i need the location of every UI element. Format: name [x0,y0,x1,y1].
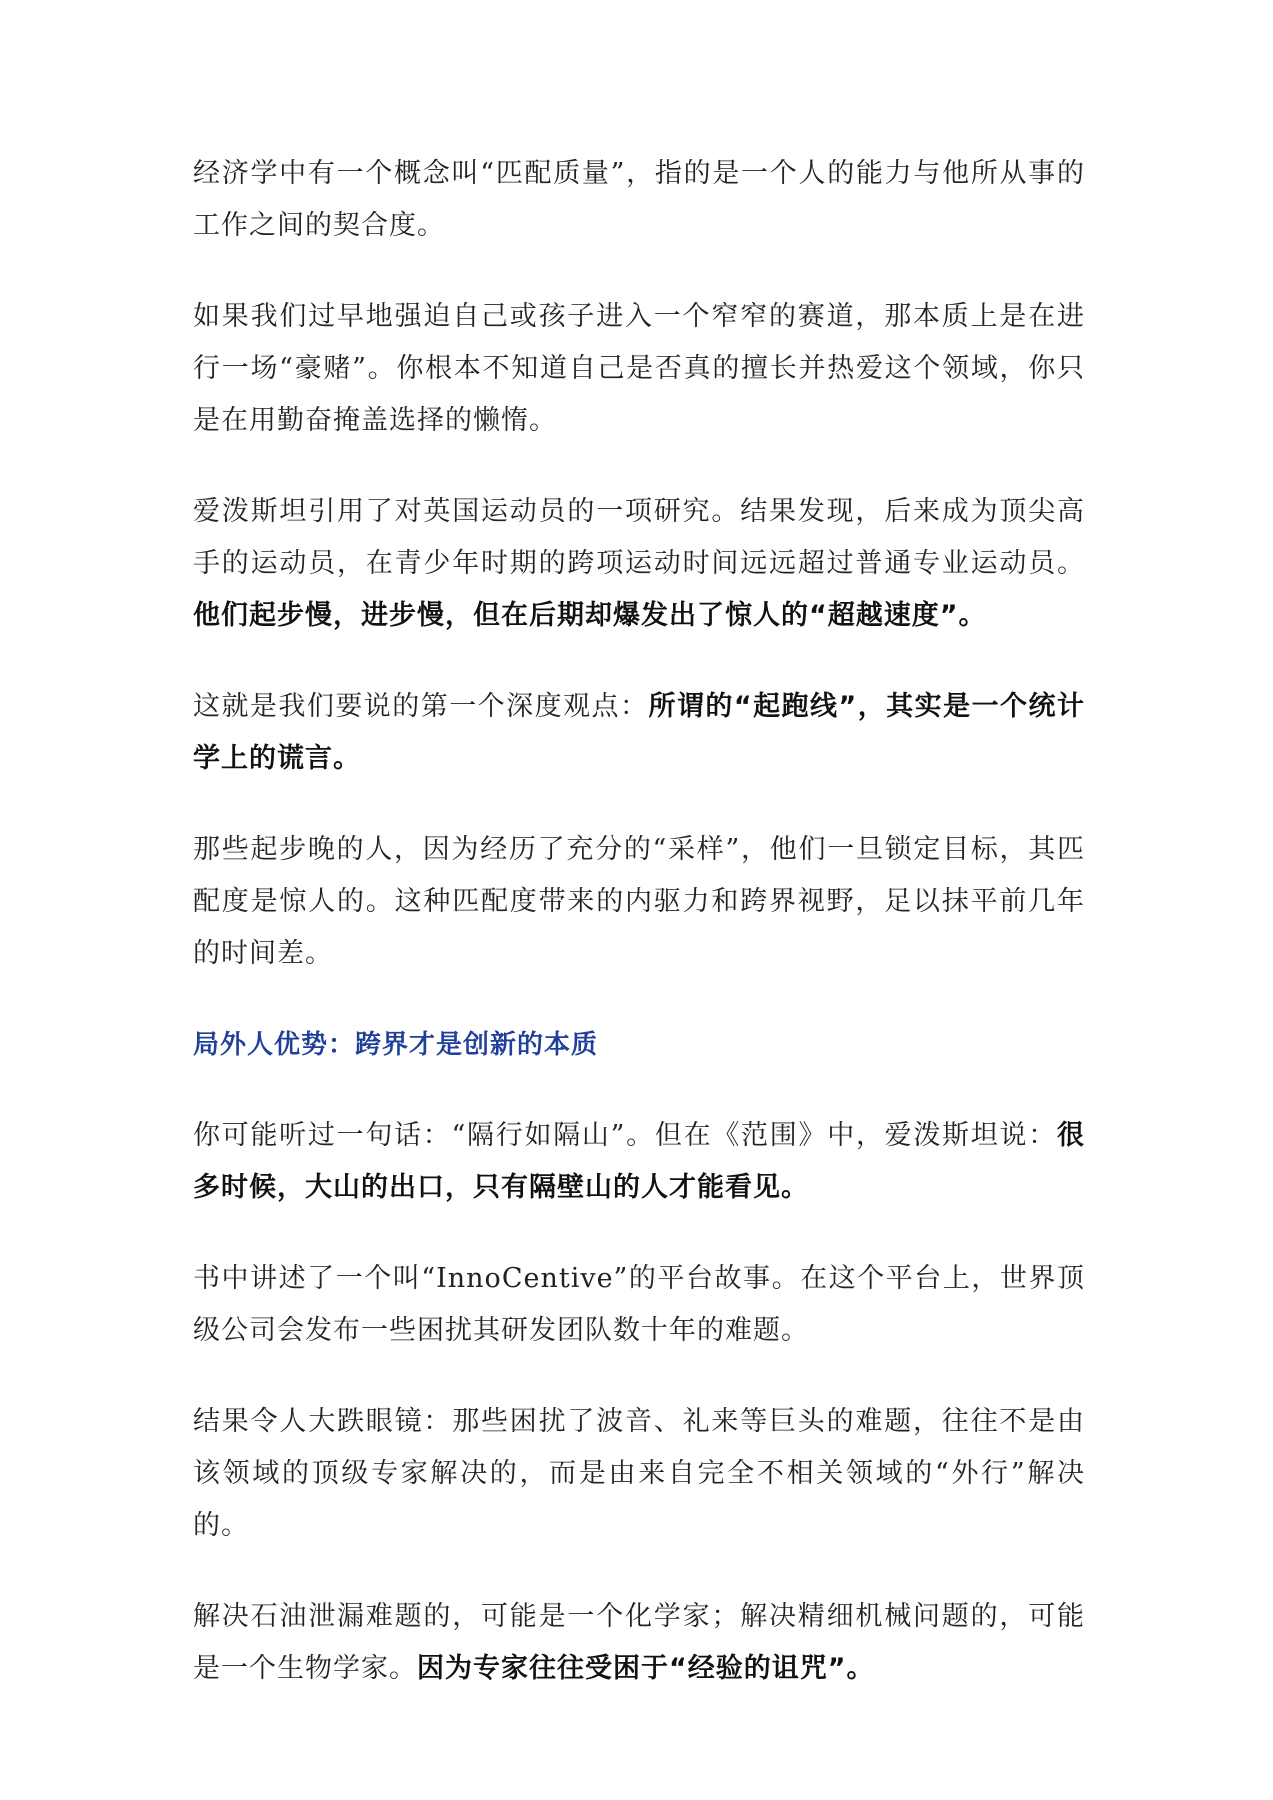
paragraph-first-viewpoint [193,681,1085,785]
paragraph-text: 如果我们过早地强迫自己或孩子进入一个窄窄的赛道，那本质上是在进行一场“豪赌”。你根本不知道自己是否真的擅长并热爱这个领域，你只是在用勤奋掩盖选择的懒惰。 [193,301,1085,436]
paragraph-emphasis: 他们起步慢，进步慢，但在后期却爆发出了惊人的“超越速度”。 [193,600,987,631]
paragraph-text: 这就是我们要说的第一个深度观点： [193,691,649,722]
paragraph-emphasis: 很多时候，大山的出口，只有隔壁山的人才能看见。 [193,1120,1085,1203]
article-body [193,148,1085,1734]
paragraph-curse-of-experience [193,1591,1085,1695]
paragraph-text: 结果令人大跌眼镜：那些困扰了波音、礼来等巨头的难题，往往不是由该领域的顶级专家解决的，而是由来自完全不相关领域的“外行”解决的。 [193,1406,1085,1541]
section-heading: 局外人优势：跨界才是创新的本质 [193,1030,599,1060]
paragraph-matching-quality [193,148,1085,252]
paragraph-athletes-study [193,486,1085,642]
paragraph-mountain-exit [193,1110,1085,1214]
paragraph-text: 你可能听过一句话：“隔行如隔山”。但在《范围》中，爱泼斯坦说： [193,1120,1057,1151]
paragraph-emphasis: 所谓的“起跑线”，其实是一个统计学上的谎言。 [193,691,1085,774]
paragraph-text: 书中讲述了一个叫“InnoCentive”的平台故事。在这个平台上，世界顶级公司会发布一些困扰其研发团队数十年的难题。 [193,1263,1085,1346]
paragraph-gamble [193,291,1085,447]
paragraph-text: 经济学中有一个概念叫“匹配质量”，指的是一个人的能力与他所从事的工作之间的契合度。 [193,158,1085,241]
paragraph-text: 爱泼斯坦引用了对英国运动员的一项研究。结果发现，后来成为顶尖高手的运动员，在青少年时期的跨项运动时间远远超过普通专业运动员。 [193,496,1085,579]
paragraph-text: 那些起步晚的人，因为经历了充分的“采样”，他们一旦锁定目标，其匹配度是惊人的。这种匹配度带来的内驱力和跨界视野，足以抹平前几年的时间差。 [193,834,1085,969]
paragraph-text: 解决石油泄漏难题的，可能是一个化学家；解决精细机械问题的，可能是一个生物学家。 [193,1601,1085,1684]
paragraph-emphasis: 因为专家往往受困于“经验的诅咒”。 [417,1653,875,1684]
paragraph-outsiders-solve [193,1396,1085,1552]
paragraph-innocentive [193,1253,1085,1357]
paragraph-late-starters [193,824,1085,980]
